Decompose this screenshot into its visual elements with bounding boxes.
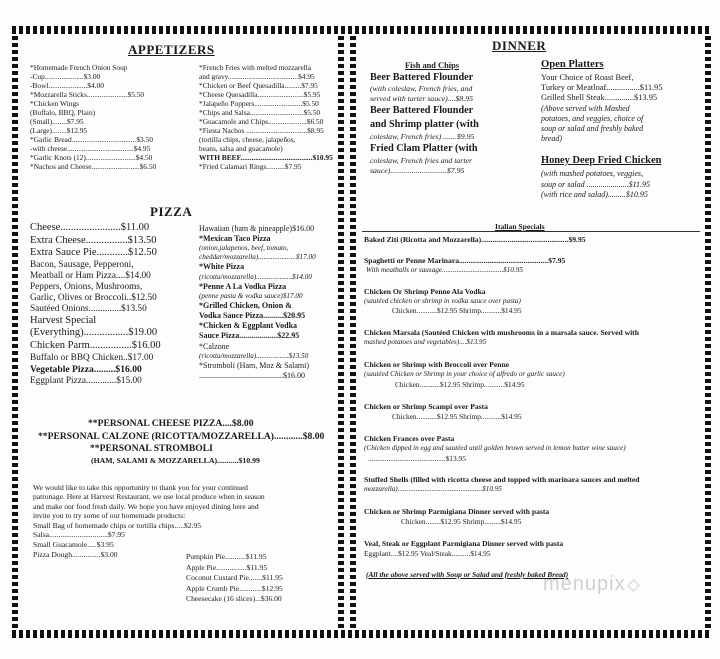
personal-stromboli-detail: (HAM, SALAMI & MOZZARELLA)...........$10.99 [91,456,260,465]
fish-item: Beer Battered Flounder [370,72,474,83]
open-platter-item: (Above served with Mashed [541,103,630,113]
italian-parmigiana-prices: Chicken........$12.95 Shrimp.........$14.95 [401,517,522,526]
honey-fried-chicken-heading: Honey Deep Fried Chicken [541,155,662,166]
personal-stromboli: **PERSONAL STROMBOLI [90,443,213,454]
appetizer-item: -with cheese....................................$4.95 [30,144,151,153]
italian-broccoli-prices: Chicken...........$12.95 Shrimp...........$14.95 [395,380,525,389]
appetizer-item: WITH BEEF.......................................$10.95 [199,153,333,162]
italian-baked-ziti: Baked Ziti (Ricotta and Mozzarella)..............................................$9.95 [364,235,586,244]
appetizer-item: *Mozzarella Sticks......................$5.50 [30,90,145,99]
italian-footer-note: (All the above served with Soup or Salad and freshly baked Bread) [366,570,569,579]
appetizer-item: *Chips and Salsa.............................$5.50 [199,108,321,117]
pizza-item: (Everything).................$19.00 [30,327,158,339]
personal-cheese-pizza: **PERSONAL CHEESE PIZZA....$8.00 [88,418,254,429]
appetizer-item: *Cheese Quesadilla.........................$5.95 [199,90,321,99]
pizza-left-list [30,222,161,387]
pizza-right-list [199,224,316,381]
products-left [33,530,125,561]
fish-item: Beer Battered Flounder [370,105,474,116]
pizza-item: *Chicken & Eggplant Vodka [199,321,298,331]
menupix-watermark: menupix [543,573,638,596]
fish-item: coleslaw, French fries and tarter [370,156,472,165]
italian-spaghetti-detail: With meatballs or sausage..................................$10.95 [366,266,523,274]
italian-specials-heading: Italian Specials [495,222,545,231]
italian-frances-price: ..........................................$13.95 [368,454,466,463]
appetizer-item: *Chicken Wings [30,99,80,108]
pizza-item: Vodka Sauce Pizza..........$20.95 [199,311,306,321]
italian-spaghetti-title: Spaghetti or Penne Marinara...............................................$7.95 [364,256,566,265]
pizza-item: cheddar/mozzarella).....................$17.00 [199,253,316,262]
italian-veal-title: Veal, Steak or Eggplant Parmigiana Dinner served with pasta [364,539,564,548]
pizza-item: Vegetable Pizza.........$16.00 [30,363,142,375]
appetizer-item: *Guacamole and Chips.....................$6.50 [199,117,324,126]
appetizer-item: beans, salsa and guacamole) [199,144,283,153]
italian-frances-title: Chicken Frances over Pasta [364,434,455,443]
pizza-item: (ricotta/mozzarella)..................$13.50 [199,351,309,360]
thank-you-line: invite you to try some of our homemade products: [33,511,186,521]
italian-marsala-desc: mashed potatoes and vegetables)....$13.95 [364,338,487,346]
appetizers-right-list [199,63,333,171]
appetizers-title: APPETIZERS [128,42,215,57]
pizza-item: *Calzone [199,341,230,351]
italian-broccoli-desc: (sautéed Chicken or Shrimp in your choice of alfredo or garlic sauce) [364,370,565,378]
pizza-item: Chicken Parm................$16.00 [30,339,161,351]
italian-stuffed-shells-desc: mozzarella)...............................................$10.95 [364,485,502,493]
pizza-item: Extra Cheese................$13.50 [30,234,157,246]
watermark-diamond-icon [627,579,640,592]
pizza-item: Eggplant Pizza.............$15.00 [30,375,142,386]
open-platter-item: soup or salad and freshly baked [541,123,644,133]
fish-and-chips-list [370,72,479,176]
fish-item: and Shrimp platter (with [370,119,479,130]
pizza-item: Hawaiian (ham & pineapple)$16.00 [199,224,315,233]
italian-penne-vodka-desc: (sautéed chicken or shrimp in vodka sauce over pasta) [364,297,521,305]
pizza-item: Bacon, Sausage, Pepperoni, [30,259,134,270]
product-item: Apple Pie................$11.95 [186,562,268,572]
appetizer-item: *Garlic Knots (12)...........................$4.50 [30,153,153,162]
appetizer-item: *Fried Calamari Rings..........$7.95 [199,162,302,171]
pizza-item: Harvest Special [30,314,97,326]
open-platter-item: potatoes, and veggies, choice of [541,113,644,123]
italian-veal-prices: Eggplant....$12.95 Veal/Steak..........$14.95 [364,549,491,558]
fish-and-chips-heading: Fish and Chips [405,61,459,70]
italian-stuffed-shells-title: Stuffed Shells (filled with ricotta cheese and topped with marinara sauces and melted [364,475,640,484]
product-item: Small Guacamole.....$3.95 [33,540,114,550]
pizza-item: Garlic, Olives or Broccoli..$12.50 [30,292,157,303]
product-item: Pumpkin Pie...........$11.95 [186,552,267,561]
thank-you-line: Small Bag of homemade chips or tortilla chips.....$2.95 [33,520,202,530]
fish-item: Fried Clam Platter (with [370,143,478,154]
appetizer-item: (Small)........$7.95 [30,117,84,126]
pizza-item: *Stromboli (Ham, Moz & Salami) [199,360,309,370]
open-platters-list [541,73,663,144]
italian-penne-vodka-title: Chicken Or Shrimp Penne Ala Vodka [364,287,486,296]
pizza-item: *White Pizza [199,262,245,272]
italian-scampi-title: Chicken or Shrimp Scampi over Pasta [364,402,488,411]
honey-fried-chicken-list [541,169,650,201]
product-item: Salsa...............................$7.95 [33,530,125,539]
pizza-item: Sauce Pizza...................$22.95 [199,331,300,341]
products-right [186,552,283,605]
dotted-border-bottom [12,630,712,638]
appetizer-item: (tortilla chips, cheese, jalapeños, [199,135,296,144]
pizza-item: Meatball or Ham Pizza....$14.00 [30,270,151,281]
appetizer-item: (Buffalo, BBQ, Plain) [30,108,96,117]
italian-parmigiana-title: Chicken or Shrimp Parmigiana Dinner served with pasta [364,507,550,516]
thank-you-line: and make our food fresh daily. We hope you have enjoyed dining here and [33,501,259,511]
italian-scampi-prices: Chicken...........$12.95 Shrimp...........$14.95 [392,412,522,421]
pizza-item: (penne pasta & vodka sauce)$17.00 [199,291,303,300]
appetizer-item: -Bowl.....................$4.00 [30,81,104,90]
thank-you-line: We would like to take this opportunity to thank you for your continued [33,483,248,492]
appetizers-left-list [30,63,156,171]
dotted-border-center-right [350,36,356,630]
pizza-item: (ricotta/mozzarella)....................$14.00 [199,272,312,281]
product-item: Pizza Dough...............$3.00 [33,550,118,560]
honey-chicken-item: (with mashed potatoes, veggies, [541,169,643,178]
pizza-item: (onion,jalapenos, beef, tomato, [199,244,289,253]
open-platter-item: Grilled Shell Steak..............$13.95 [541,93,658,103]
open-platter-item: Your Choice of Roast Beef, [541,73,634,82]
thank-you-line: patronage. Here at Harvest Restaurant, we use local produce when in season [33,492,265,502]
honey-chicken-item: (with rice and salad).........$10.95 [541,190,648,199]
appetizer-item: *Garlic Bread...................................$3.50 [30,135,153,144]
pizza-item: *Mexican Taco Pizza [199,234,271,244]
open-platters-heading: Open Platters [541,59,604,70]
appetizer-item: and gravy......................................$4.95 [199,72,315,81]
appetizer-item: *Homemade French Onion Soup [30,63,128,72]
pizza-item: Extra Sauce Pie............$12.50 [30,247,157,259]
fish-item: sauce).............................$7.95 [370,166,465,175]
product-item: Coconut Custard Pie.......$11.95 [186,573,283,583]
italian-marsala-title: Chicken Marsala (Sautéed Chicken with mushrooms in a marsala sauce. Served with [364,328,639,337]
appetizer-item: *Jalapeño Poppers..........................$5.50 [199,99,319,108]
pizza-item: Buffalo or BBQ Chicken..$17.00 [30,352,154,363]
pizza-item: *Grilled Chicken, Onion & [199,300,292,310]
fish-item: served with tarter sauce)....$8.95 [370,94,474,103]
personal-calzone: **PERSONAL CALZONE (RICOTTA/MOZZARELLA)............$8.00 [38,431,325,442]
appetizer-item: *Nachos and Cheese..........................$6.50 [30,162,157,171]
thank-you-note [33,483,265,530]
pizza-title: PIZZA [150,204,193,219]
pizza-item: Cheese.......................$11.00 [30,222,150,233]
dotted-border-center-left [338,36,344,630]
pizza-item: Sautéed Onions..............$13.50 [30,303,147,314]
pizza-item: ..........................................$16.00 [199,371,305,381]
honey-chicken-item: soup or salad .....................$11.95 [541,179,650,189]
appetizer-item: *Fiesta Nachos .................................$8.95 [199,126,324,135]
italian-frances-desc: (Chicken dipped in egg and sautéed until golden brown served in lemon butter wine sauce) [364,444,626,452]
appetizer-item: -Cup.....................$3.00 [30,72,101,81]
dotted-border-top [12,26,712,34]
dotted-border-right [705,36,711,630]
fish-item: coleslaw, French fries) .......$9.95 [370,132,475,141]
dotted-border-left [12,36,18,630]
italian-broccoli-title: Chicken or Shrimp with Broccoli over Penne [364,360,510,369]
italian-divider [362,231,700,232]
dinner-title: DINNER [492,38,547,53]
italian-penne-vodka-prices: Chicken...........$12.95 Shrimp...........$14.95 [392,306,522,315]
product-item: Cheesecake (16 slices)...$36.00 [186,594,282,604]
product-item: Apple Crumb Pie............$12.95 [186,583,283,593]
open-platter-item: Turkey or Meatloaf................$11.95 [541,83,663,93]
appetizer-item: (Large)........$12.95 [30,126,88,135]
appetizer-item: *Chicken or Beef Quesadilla.........$7.95 [199,81,318,90]
appetizer-item: *French Fries with melted mozzarella [199,63,312,72]
fish-item: (with coleslaw, French fries, and [370,84,473,93]
pizza-item: Peppers, Onions, Mushrooms, [30,281,143,292]
pizza-item: *Penne A La Vodka Pizza [199,281,287,291]
open-platter-item: bread) [541,133,563,143]
